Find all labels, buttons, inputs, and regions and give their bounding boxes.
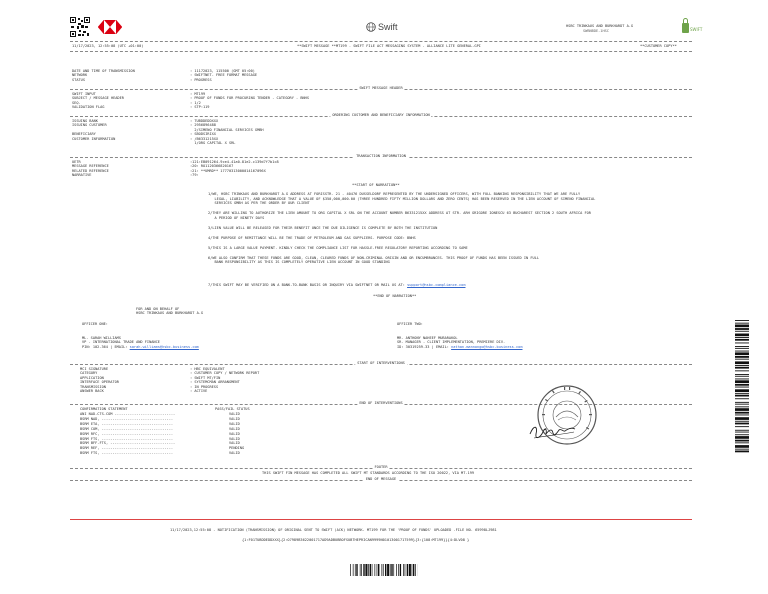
confirmation-status: VALID: [229, 431, 240, 436]
field-label: UETR: [72, 160, 81, 164]
field-label: CUSTOMER INFORMATION: [72, 136, 116, 141]
barcode-bar: [735, 412, 749, 414]
field-value: : 1/2: [190, 100, 201, 105]
barcode-bar: [360, 564, 361, 576]
verify-prefix: 7/THIS SWIFT MAY BE VERIFIED ON A BANK-TO-BANK BASIS OR INQUIRY VIA SWIFTNET OR MAIL US AT:: [208, 283, 408, 287]
bottom-swift-block-line: {1:F01TUBDDEDDXXX}{2:O7989B3622001717AD9ADBUBBOFSUBTHEPRICAN9999N01013001717599}{3:{108:MT199}}{4:DLV08 }: [242, 538, 470, 542]
barcode-bar: [735, 426, 749, 427]
barcode-bar: [405, 564, 406, 576]
field-value: : SBODSIRIXX: [190, 132, 216, 137]
section-transaction-information: TRANSACTION INFORMATION: [70, 154, 692, 160]
svg-text:SWIFT: SWIFT: [690, 27, 703, 32]
confirmation-label: BSRM NAD, ---------------------------------: [80, 416, 174, 421]
field-value: :21: **UMRD** 17770313000014167096X: [190, 168, 266, 173]
field-label: CATEGORY: [80, 371, 98, 376]
barcode-bar: [735, 337, 749, 338]
field-label: APPLICATION: [80, 375, 104, 380]
officer-two-email-link[interactable]: nathan.mannongo@hsbc-business.com: [451, 345, 523, 349]
officer-two-heading: OFFICER TWO:: [397, 322, 423, 326]
field-value: : TUBDDEDDXXX: [190, 119, 219, 123]
barcode-bar: [396, 564, 397, 576]
barcode-bar: [735, 374, 749, 375]
narrative-item: 3/LIEN VALUE WILL BE RELEASED FOR THEIR BENEFIT ONCE THE DUE DILIGENCE IS COMPLETE BY BOTH THE INSTITUTION: [208, 225, 438, 230]
barcode-bar: [353, 564, 354, 576]
confirmation-status: VALID: [229, 426, 240, 431]
barcode-bar: [398, 564, 399, 576]
section-start-interventions: START OF INTERVENTIONS: [70, 361, 692, 367]
barcode-bar: [735, 415, 749, 416]
barcode-bar: [735, 343, 749, 344]
customer-copy-label: **CUSTOMER COPY**: [640, 44, 677, 48]
confirmation-label: BSRM RFC, ---------------------------------: [80, 431, 174, 436]
narrative-verify-line: [208, 283, 465, 288]
field-label: ANSWER BACK: [80, 389, 104, 393]
status-heading: PASS/FAIL STATUS: [215, 407, 250, 411]
field-label: BENEFICIARY: [72, 132, 96, 137]
field-label: NETWORK: [72, 73, 88, 78]
confirmation-heading: CONFIRMATION STATEMENT: [80, 407, 128, 411]
officer-two-title: SR. MANAGER - CLIENT IMPLEMENTATION, PREMIERE DIV.: [397, 340, 506, 344]
security-badge-icon: [680, 17, 704, 37]
confirmation-label: ANI NAD-CTS-COM ----------------------------: [80, 412, 176, 416]
barcode-bar: [382, 564, 383, 576]
bank-name-header: HSBC TRINKAUS AND BURKHARDT A.G: [566, 24, 634, 28]
barcode-bar: [735, 361, 749, 364]
barcode-bar: [735, 440, 749, 442]
barcode-bar: [368, 564, 369, 576]
field-value: : PROOF OF FUNDS FOR PROCURING TENDER - CATEGORY - BNHS: [190, 96, 309, 101]
barcode-bar: [735, 417, 749, 420]
footer-note: THIS SWIFT FIN MESSAGE HAS COMPLETED ALL SWIFT MT STANDARDS ACCORDING TO THE ISO 20022, VIA MT-199: [262, 471, 475, 475]
header-divider-top: [70, 41, 692, 42]
field-value: : ACTIVE: [190, 389, 208, 393]
barcode-bar: [735, 380, 749, 383]
barcode-bar: [735, 356, 749, 358]
narrative-item: 4/THE PURPOSE OF REMITTANCE WILL BE THE TRADE OF PETROLEUM AND GAS SUPPLIERS. PURPOSE CODE: BNHS: [208, 235, 416, 240]
for-behalf-line1: FOR AND ON BEHALF OF: [136, 307, 180, 311]
officer-two-pin-line: [397, 345, 523, 350]
field-label: VALIDATION FLAG: [72, 105, 105, 110]
field-value: : STP:119: [190, 105, 210, 110]
field-value: :121:EB091264-9ce4-41a0-81e2-c139d7f7b1c8: [190, 160, 279, 164]
barcode-bar: [735, 348, 749, 349]
header-datetime: 11/17/2023, 12:55:08 (UTC +01:00): [72, 44, 144, 48]
section-footer: FOOTER: [70, 465, 692, 471]
barcode-bar: [735, 346, 749, 347]
barcode-bar: [390, 564, 391, 576]
barcode-bar: [735, 434, 749, 435]
officer-one-pin-line: [82, 345, 199, 350]
barcode-bar: [355, 564, 356, 576]
barcode-icon: [735, 320, 749, 454]
barcode-bar: [412, 564, 413, 576]
barcode-bar: [735, 393, 749, 394]
barcode-bar: [735, 334, 749, 337]
field-value: : 11172023, 115500 (GMT 05:00): [190, 69, 255, 73]
barcode-bar: [735, 376, 749, 377]
barcode-bar: [735, 402, 749, 403]
narration-start: **START OF NARRATION**: [352, 183, 400, 187]
confirmation-label: BSRM FTS, ---------------------------------: [80, 451, 174, 456]
header-divider-bottom: [70, 51, 692, 52]
barcode-bar: [735, 351, 749, 352]
swift-globe-icon: [366, 22, 376, 32]
officer-one-title: VP - INTERNATIONAL TRADE AND FINANCE: [82, 340, 160, 344]
barcode-bar: [735, 359, 749, 360]
verify-email-link[interactable]: support@hsbc-compliance.com: [407, 283, 466, 287]
barcode-bar: [393, 564, 394, 576]
narrative-item: 5/THIS IS A LARGE VALUE PAYMENT. KINDLY CHECK THE COMPLIANCE LIST FOR HASSLE-FREE REGULATORY REPORTING ACCORDING TO SAME: [208, 245, 468, 250]
barcode-bar: [735, 395, 749, 397]
barcode-bar: [413, 564, 414, 576]
confirmation-status: VALID: [229, 412, 240, 416]
narration-end: **END OF NARRATION**: [373, 294, 417, 298]
barcode-bar: [361, 564, 362, 576]
field-value: : PROGRESS: [190, 77, 212, 82]
confirmation-status: VALID: [229, 451, 240, 456]
barcode-bar: [391, 564, 392, 576]
barcode-bar: [365, 564, 367, 576]
barcode-bar: [735, 325, 749, 328]
field-label: SEQ.: [72, 100, 81, 105]
confirmation-label: BSRM FTS, ---------------------------------: [80, 436, 174, 441]
barcode-bar: [375, 564, 376, 576]
field-label: SWIFT INPUT: [72, 92, 96, 96]
field-label: ISSUING CUSTOMER: [72, 123, 107, 128]
barcode-bar: [735, 404, 749, 405]
field-value: : SWIFT MT/FIN: [190, 375, 221, 380]
barcode-bar: [735, 328, 749, 330]
confirmation-label: BSRM BFF-FTS, ------------------------------: [80, 441, 176, 446]
section-swift-message-header: SWIFT MESSAGE HEADER: [70, 86, 692, 92]
field-value: :79:: [190, 173, 199, 178]
officer-one-pin: PIN: 102-364 | EMAIL:: [82, 345, 130, 349]
bottom-red-rule: [70, 519, 692, 520]
barcode-bar: [415, 564, 416, 576]
barcode-bar: [735, 379, 749, 380]
barcode-bar: [735, 389, 749, 392]
barcode-bar: [735, 339, 749, 341]
barcode-bar: [735, 436, 749, 439]
barcode-bar: [383, 564, 384, 576]
field-value: 1/ORG CAPITAL X SRL: [190, 141, 236, 145]
barcode-bar: [735, 451, 749, 453]
confirmation-label: BSRM COM, ---------------------------------: [80, 426, 174, 431]
barcode-bar: [735, 432, 749, 433]
barcode-bar: [350, 564, 351, 576]
officer-one-email-link[interactable]: sarah.williams@hsbc-business.com: [129, 345, 199, 349]
field-label: RELATED REFERENCE: [72, 168, 109, 173]
confirmation-label: BSRM ETA, ---------------------------------: [80, 421, 174, 426]
barcode-bar: [735, 442, 749, 443]
for-behalf-line2: HSBC TRINKAUS AND BURKHARDT A.G: [136, 311, 204, 315]
barcode-bar: [370, 564, 371, 576]
barcode-bar: [735, 352, 749, 355]
field-value: : HBC EQUIVALENT: [190, 367, 225, 371]
barcode-bar: [735, 406, 749, 407]
field-label: TRANSMISSION: [80, 384, 106, 389]
field-value: : /B6331215XX: [190, 136, 219, 141]
barcode-bar: [377, 564, 378, 576]
barcode-bar: [735, 384, 749, 386]
officer-two-name: MR. ANTHONY NAHEEF MUBARAKOL: [397, 336, 458, 340]
field-label: MESSAGE REFERENCE: [72, 164, 109, 169]
officer-one-heading: OFFICER ONE:: [82, 322, 108, 326]
barcode-bar: [403, 564, 404, 576]
confirmation-status: VALID: [229, 436, 240, 441]
field-value: : SYSTEMCMAN ARRANGMENT: [190, 380, 240, 385]
barcode-bar: [735, 449, 749, 450]
barcode-bar: [735, 421, 749, 422]
section-ordering-customer: ORDERING CUSTOMER AND BENEFICIARY INFORMATION: [70, 113, 692, 119]
narrative-item: 2/THEY ARE WILLING TO AUTHORIZE THE LIEN AMOUNT TO ORG CAPITAL X SRL ON THE ACCOUNT NUMBER B6331215XX ADDRESS AT STR. ARH GRIGORE IONESCU 63 BUCHAREST SECTION 2 SOUTH AFRICA FOR A PERIOD OF NINETY DAYS: [208, 211, 591, 220]
barcode-icon: [350, 564, 418, 576]
confirmation-status: VALID: [229, 441, 240, 446]
section-end-of-message: END OF MESSAGE: [70, 477, 692, 483]
barcode-bar: [735, 370, 749, 371]
barcode-bar: [400, 564, 401, 576]
section-end-interventions: END OF INTERVENTIONS: [70, 401, 692, 407]
barcode-bar: [378, 564, 379, 576]
field-label: ISSUING BANK: [72, 119, 98, 123]
swift-brand: [366, 22, 398, 32]
field-label: MCI SIGNATURE: [80, 367, 109, 371]
confirmation-label: BSRM REF, ---------------------------------: [80, 446, 174, 451]
signature: [526, 416, 586, 444]
officer-two-pin: ID: 30319259-33 | EMAIL:: [397, 345, 452, 349]
header-title-line: **SWIFT MESSAGE **MT199 - SWIFT FILE ACT MESSAGING SYSTEM - ALLIANCE LITE GENERAL-GPI: [297, 44, 481, 48]
qr-code-icon: [70, 17, 90, 37]
barcode-bar: [735, 445, 749, 448]
barcode-bar: [735, 323, 749, 324]
field-value: : SWIFTNET- FREE FORMAT MESSAGE: [190, 73, 258, 78]
barcode-bar: [363, 564, 364, 576]
confirmation-status: VALID: [229, 416, 240, 421]
swift-brand-text: Swift: [378, 22, 398, 32]
barcode-bar: [735, 408, 749, 411]
field-value: : IN PROGRESS: [190, 384, 219, 389]
barcode-bar: [385, 564, 386, 576]
barcode-bar: [735, 365, 749, 366]
barcode-bar: [407, 564, 408, 576]
hsbc-hexagon-logo: [98, 20, 122, 34]
officer-one-name: ML. SARAH WILLIAMS: [82, 336, 121, 340]
barcode-bar: [356, 564, 357, 576]
barcode-bar: [735, 320, 749, 321]
barcode-bar: [387, 564, 389, 576]
field-label: NARRATIVE: [72, 173, 92, 178]
field-value: 2/SIMENO FINANCIAL SERVICES GMBH: [190, 127, 264, 132]
narrative-item: 1/WE, HSBC TRINKAUS AND BURKHARDT A.G ADDRESS AT FORISSTR. 21 - 40476 DUSSELDORF REPRESENTED BY THE UNDERSIGNED OFFICERS, WITH FULL BANKING RESPONSIBILITY THAT WE ARE FULLY LEGAL, LIABILITY, AND ACKNOWLEDGE THAT A VALUE OF $350,000,000.00 (THREE HUNDRED FIFTY MILLION DOLLARS AND ZERO CENTS) HAS BEEN RESERVED IN THE LIEN ACCOUNT OF SIMENO FINANCIAL SERVICES GMBH AS PER THE ORDER BY OUR CLIENT: [208, 192, 596, 206]
confirmation-status: PENDING: [229, 446, 245, 451]
bank-code-header: SWBNBDE-1HSC: [583, 29, 609, 33]
field-value: : 2956896488: [190, 123, 216, 128]
barcode-bar: [372, 564, 373, 576]
field-label: STATUS: [72, 77, 85, 82]
barcode-bar: [735, 367, 749, 369]
bottom-notification-line: 11/17/2023,12:55:08 - NOTIFICATION (TRANSMISSION) OF ORIGINAL SENT TO SWIFT (ACK) NETWORK- MT199 FOR THE 'PROOF OF FUNDS' UPLOADED -FILE NO. 65998LJ981: [170, 528, 497, 532]
barcode-bar: [735, 423, 749, 425]
confirmation-status: VALID: [229, 421, 240, 426]
barcode-bar: [409, 564, 411, 576]
field-label: SUBJECT / MESSAGE HEADER: [72, 96, 124, 101]
barcode-bar: [735, 331, 749, 332]
field-label: DATE AND TIME OF TRANSMISSION: [72, 69, 135, 73]
barcode-bar: [735, 430, 749, 431]
field-value: :20: RO1120366820167: [190, 164, 234, 169]
field-label: INTERFACE OPERATOR: [80, 380, 119, 385]
field-value: : MT199: [190, 92, 206, 96]
field-value: : CUSTOMER COPY / NETWORK REPORT: [190, 371, 260, 376]
barcode-bar: [735, 387, 749, 388]
barcode-bar: [735, 398, 749, 399]
narrative-item: 6/WE ALSO CONFIRM THAT THESE FUNDS ARE GOOD, CLEAN, CLEARED FUNDS OF NON-CRIMINAL ORIGIN AND OR ENCUMBRANCES. THIS PROOF OF FUNDS HAS BEEN ISSUED IN FULL BANK RESPONSIBILITY AS THIS IS COMPLETELY OPERATIVE LIEN ACCOUNT IN GOOD STANDING: [208, 255, 540, 265]
